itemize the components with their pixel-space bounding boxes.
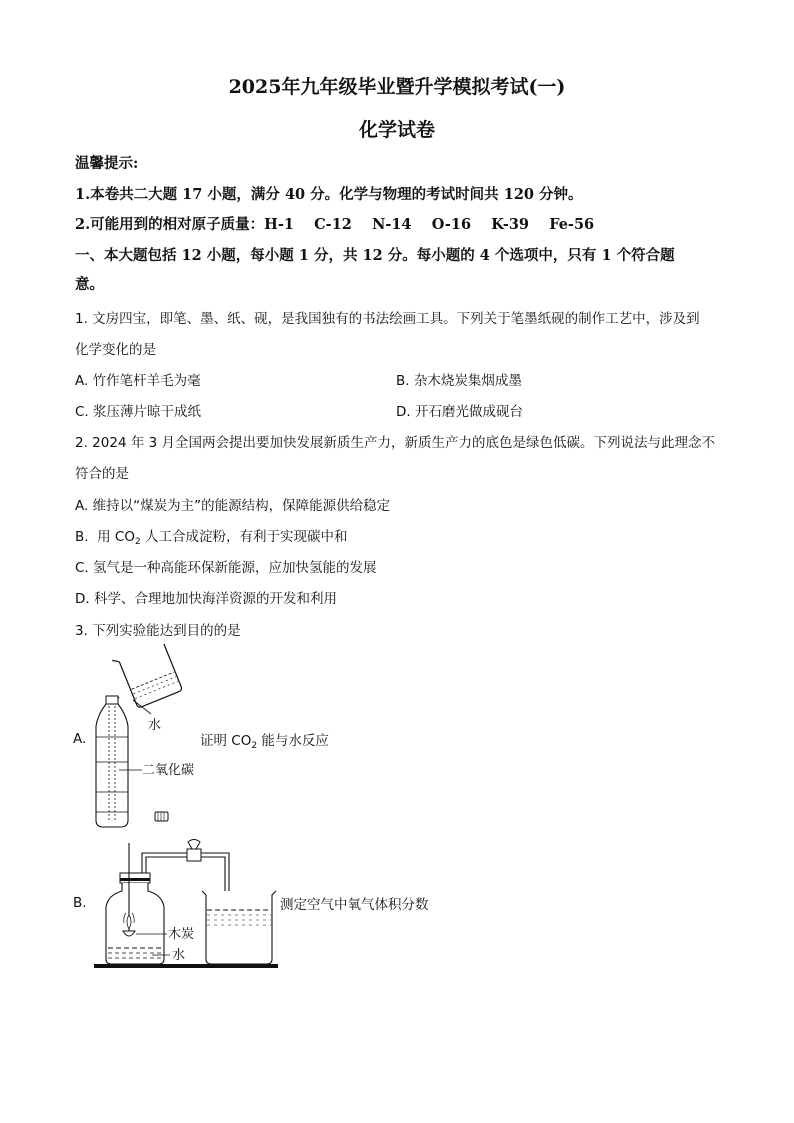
notice-line-1: 1.本卷共二大题 17 小题，满分 40 分。化学与物理的考试时间共 120 分钟。 (75, 186, 583, 203)
q2-option-c: C. 氢气是一种高能环保新能源，应加快氢能的发展 (75, 560, 377, 576)
notice-heading: 温馨提示: (75, 155, 139, 172)
notice-line-2: 2.可能用到的相对原子质量：H-1 C-12 N-14 O-16 K-39 Fe-56 (75, 216, 595, 233)
q1-option-c: C. 浆压薄片晾干成纸 (75, 404, 202, 420)
oxygen-measurement-diagram (92, 835, 282, 975)
q1-option-b: B. 杂木烧炭集烟成墨 (396, 373, 522, 389)
plastic-bottle-icon (96, 696, 128, 827)
q3-option-a-letter: A. (73, 731, 87, 747)
q2-option-a: A. 维持以“煤炭为主”的能源结构，保障能源供给稳定 (75, 498, 391, 514)
bench-base (94, 964, 278, 968)
water-beaker-icon (202, 891, 276, 964)
gas-bottle-icon (106, 873, 164, 964)
q2-option-d: D. 科学、合理地加快海洋资源的开发和利用 (75, 591, 337, 607)
exam-title: 2025年九年级毕业暨升学模拟考试(一) (228, 76, 566, 98)
q1-option-a: A. 竹作笔杆羊毛为毫 (75, 373, 201, 389)
q3-option-b-description: 测定空气中氧气体积分数 (280, 897, 429, 913)
co2-bottle-diagram (88, 642, 218, 832)
q2-option-b: B. 用 $CO_2$ 人工合成淀粉，有利于实现碳中和 (75, 529, 348, 547)
q2-stem-line-1: 2. 2024 年 3 月全国两会提出要加快发展新质生产力，新质生产力的底色是绿色低碳。下列说法与此理念不 (75, 435, 715, 451)
pouring-beaker-icon (112, 642, 182, 710)
q3-option-a-description: 证明 $CO_2$ 能与水反应 (200, 733, 329, 751)
q3-option-b-letter: B. (73, 895, 87, 911)
section-heading-line-1: 一、本大题包括 12 小题，每小题 1 分，共 12 分。每小题的 4 个选项中，只有 1 个符合题 (75, 247, 675, 264)
label-water-b: 水 (172, 948, 186, 963)
label-water: 水 (148, 718, 162, 733)
label-charcoal: 木炭 (168, 927, 195, 942)
q2-stem-line-2: 符合的是 (75, 466, 129, 482)
bottle-cap-icon (155, 812, 168, 821)
section-heading-line-2: 意。 (75, 276, 104, 293)
spring-clamp-icon (187, 840, 201, 862)
q1-option-d: D. 开石磨光做成砚台 (396, 404, 523, 420)
q3-stem: 3. 下列实验能达到目的的是 (75, 623, 241, 639)
q1-stem-line-1: 1. 文房四宝，即笔、墨、纸、砚，是我国独有的书法绘画工具。下列关于笔墨纸砚的制作工艺中，涉及到 (75, 311, 700, 327)
label-carbon-dioxide: 二氧化碳 (142, 763, 195, 778)
exam-subject: 化学试卷 (358, 119, 435, 141)
q1-stem-line-2: 化学变化的是 (75, 342, 156, 358)
